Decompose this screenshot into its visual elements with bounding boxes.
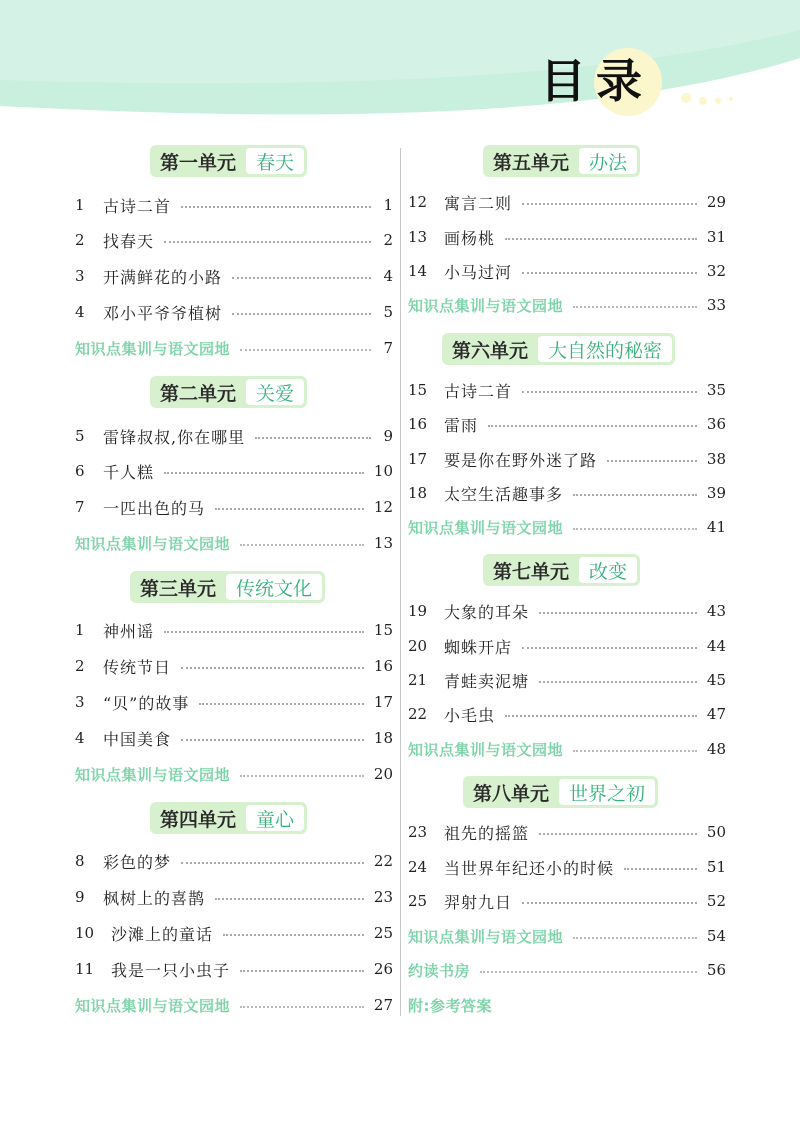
lesson-number: 2 — [75, 231, 85, 249]
leader-dots — [480, 971, 697, 973]
toc-entry[interactable] — [75, 227, 393, 253]
leader-dots — [522, 391, 697, 393]
toc-entry-review[interactable] — [75, 761, 393, 787]
review-title: 知识点集训与语文园地 — [75, 765, 231, 784]
lesson-title: 太空生活趣事多 — [444, 484, 564, 504]
page-number: 32 — [706, 262, 726, 280]
lesson-number: 19 — [408, 602, 428, 620]
toc-entry-answer-key[interactable] — [408, 992, 726, 1018]
leader-dots — [181, 206, 371, 208]
unit-label: 第三单元 — [140, 577, 217, 600]
leader-dots — [164, 241, 371, 243]
unit-badge — [130, 571, 325, 603]
page-number: 35 — [706, 381, 726, 399]
leader-dots — [164, 472, 364, 474]
toc-entry[interactable] — [408, 189, 726, 215]
reading-room-title: 约读书房 — [408, 961, 471, 980]
leader-dots — [539, 681, 697, 683]
leader-dots — [199, 703, 364, 705]
leader-dots — [539, 612, 697, 614]
toc-entry[interactable] — [408, 667, 726, 693]
lesson-title: 青蛙卖泥塘 — [444, 671, 530, 691]
leader-dots — [240, 970, 364, 972]
page-number: 7 — [383, 339, 393, 357]
lesson-title: 传统节日 — [103, 657, 172, 677]
page-number: 31 — [706, 228, 726, 246]
toc-entry-review[interactable] — [75, 335, 393, 361]
lesson-number: 23 — [408, 823, 428, 841]
page-number: 43 — [706, 602, 726, 620]
leader-dots — [539, 833, 697, 835]
lesson-title: 我是一只小虫子 — [111, 960, 231, 980]
lesson-number: 16 — [408, 415, 428, 433]
column-divider — [400, 148, 401, 1016]
page-number: 16 — [373, 657, 393, 675]
toc-entry[interactable] — [75, 423, 393, 449]
unit-theme: 春天 — [246, 148, 304, 174]
unit-theme: 改变 — [579, 557, 637, 583]
lesson-number: 11 — [75, 960, 95, 978]
page-number: 25 — [373, 924, 393, 942]
lesson-number: 17 — [408, 450, 428, 468]
unit-badge — [442, 333, 675, 365]
toc-entry-review[interactable] — [75, 992, 393, 1018]
toc-entry-review[interactable] — [408, 292, 726, 318]
page-number: 36 — [706, 415, 726, 433]
leader-dots — [607, 460, 697, 462]
lesson-number: 25 — [408, 892, 428, 910]
lesson-title: 彩色的梦 — [103, 852, 172, 872]
unit-theme: 关爱 — [246, 379, 304, 405]
page-number: 51 — [706, 858, 726, 876]
lesson-number: 3 — [75, 267, 85, 285]
lesson-number: 10 — [75, 924, 95, 942]
page-number: 17 — [373, 693, 393, 711]
unit-label: 第二单元 — [160, 382, 237, 405]
toc-entry[interactable] — [75, 689, 393, 715]
unit-theme: 办法 — [579, 148, 637, 174]
page-number: 22 — [373, 852, 393, 870]
page-number: 20 — [373, 765, 393, 783]
toc-entry[interactable] — [408, 598, 726, 624]
lesson-title: 神州谣 — [103, 621, 155, 641]
page-number: 18 — [373, 729, 393, 747]
lesson-title: “贝”的故事 — [103, 693, 190, 713]
toc-entry-review[interactable] — [408, 923, 726, 949]
leader-dots — [215, 898, 364, 900]
page-number: 50 — [706, 823, 726, 841]
leader-dots — [573, 306, 697, 308]
unit-badge — [150, 376, 307, 408]
lesson-number: 4 — [75, 303, 85, 321]
lesson-title: 雷锋叔叔,你在哪里 — [103, 427, 246, 447]
toc-entry[interactable] — [75, 956, 393, 982]
page-title: 目录 — [540, 54, 652, 108]
lesson-title: 千人糕 — [103, 462, 155, 482]
page-number: 45 — [706, 671, 726, 689]
lesson-number: 21 — [408, 671, 428, 689]
unit-badge — [150, 802, 307, 834]
toc-entry[interactable] — [75, 263, 393, 289]
lesson-title: 沙滩上的童话 — [111, 924, 214, 944]
leader-dots — [223, 934, 364, 936]
toc-entry-review[interactable] — [408, 736, 726, 762]
unit-badge — [150, 145, 307, 177]
toc-entry[interactable] — [75, 725, 393, 751]
leader-dots — [522, 272, 697, 274]
toc-entry[interactable] — [75, 192, 393, 218]
lesson-title: 寓言二则 — [444, 193, 513, 213]
toc-entry-review[interactable] — [75, 530, 393, 556]
toc-entry-review[interactable] — [408, 514, 726, 540]
leader-dots — [240, 349, 371, 351]
leader-dots — [522, 647, 697, 649]
lesson-number: 8 — [75, 852, 85, 870]
leader-dots — [573, 750, 697, 752]
lesson-number: 4 — [75, 729, 85, 747]
lesson-title: 祖先的摇篮 — [444, 823, 530, 843]
leader-dots — [522, 203, 697, 205]
leader-dots — [624, 868, 697, 870]
leader-dots — [240, 544, 364, 546]
page-number: 23 — [373, 888, 393, 906]
toc-entry[interactable] — [408, 258, 726, 284]
toc-entry[interactable] — [408, 854, 726, 880]
unit-label: 第一单元 — [160, 151, 237, 174]
leader-dots — [181, 862, 364, 864]
review-title: 知识点集训与语文园地 — [408, 740, 564, 759]
page-number: 2 — [383, 231, 393, 249]
review-title: 知识点集训与语文园地 — [408, 927, 564, 946]
toc-entry-reading-room[interactable] — [408, 957, 726, 983]
lesson-number: 3 — [75, 693, 85, 711]
leader-dots — [488, 425, 697, 427]
review-title: 知识点集训与语文园地 — [75, 996, 231, 1015]
lesson-number: 24 — [408, 858, 428, 876]
lesson-number: 1 — [75, 621, 85, 639]
leader-dots — [505, 715, 697, 717]
page-number: 13 — [373, 534, 393, 552]
lesson-title: 画杨桃 — [444, 228, 496, 248]
unit-badge — [483, 554, 640, 586]
unit-label: 第八单元 — [473, 782, 550, 805]
toc-entry[interactable] — [408, 411, 726, 437]
lesson-number: 2 — [75, 657, 85, 675]
toc-entry[interactable] — [408, 819, 726, 845]
page-number: 10 — [373, 462, 393, 480]
leader-dots — [232, 313, 371, 315]
toc-entry[interactable] — [75, 848, 393, 874]
review-title: 知识点集训与语文园地 — [75, 339, 231, 358]
lesson-number: 18 — [408, 484, 428, 502]
toc-entry[interactable] — [408, 377, 726, 403]
unit-theme: 大自然的秘密 — [538, 336, 672, 362]
leader-dots — [240, 775, 364, 777]
lesson-title: 开满鲜花的小路 — [103, 267, 223, 287]
page-number: 52 — [706, 892, 726, 910]
leader-dots — [573, 528, 697, 530]
toc-entry[interactable] — [408, 888, 726, 914]
toc-entry[interactable] — [408, 633, 726, 659]
lesson-number: 20 — [408, 637, 428, 655]
unit-label: 第七单元 — [493, 560, 570, 583]
page-number: 54 — [706, 927, 726, 945]
toc-entry[interactable] — [408, 224, 726, 250]
leader-dots — [240, 1006, 364, 1008]
lesson-title: 中国美食 — [103, 729, 172, 749]
toc-entry[interactable] — [75, 884, 393, 910]
lesson-number: 9 — [75, 888, 85, 906]
unit-label: 第六单元 — [452, 339, 529, 362]
page-number: 12 — [373, 498, 393, 516]
toc-entry[interactable] — [75, 494, 393, 520]
page-number: 48 — [706, 740, 726, 758]
answer-key-title: 附:参考答案 — [408, 996, 492, 1015]
toc-entry[interactable] — [408, 701, 726, 727]
lesson-number: 7 — [75, 498, 85, 516]
lesson-number: 1 — [75, 196, 85, 214]
leader-dots — [181, 739, 364, 741]
toc-entry[interactable] — [75, 458, 393, 484]
lesson-number: 6 — [75, 462, 85, 480]
leader-dots — [164, 631, 364, 633]
page-number: 38 — [706, 450, 726, 468]
toc-entry[interactable] — [75, 617, 393, 643]
leader-dots — [573, 494, 697, 496]
lesson-title: 雷雨 — [444, 415, 479, 435]
page-number: 29 — [706, 193, 726, 211]
unit-theme: 世界之初 — [559, 779, 655, 805]
lesson-title: 小毛虫 — [444, 705, 496, 725]
lesson-title: 古诗二首 — [103, 196, 172, 216]
lesson-number: 13 — [408, 228, 428, 246]
lesson-title: 邓小平爷爷植树 — [103, 303, 223, 323]
lesson-number: 15 — [408, 381, 428, 399]
page-number: 15 — [373, 621, 393, 639]
page-number: 39 — [706, 484, 726, 502]
lesson-title: 一匹出色的马 — [103, 498, 206, 518]
page-number: 26 — [373, 960, 393, 978]
page-number: 4 — [383, 267, 393, 285]
unit-label: 第四单元 — [160, 808, 237, 831]
lesson-title: 当世界年纪还小的时候 — [444, 858, 615, 878]
page-number: 56 — [706, 961, 726, 979]
review-title: 知识点集训与语文园地 — [408, 518, 564, 537]
toc-entry[interactable] — [408, 480, 726, 506]
page-number: 5 — [383, 303, 393, 321]
toc-entry[interactable] — [408, 446, 726, 472]
unit-badge — [463, 776, 658, 808]
lesson-number: 22 — [408, 705, 428, 723]
leader-dots — [505, 238, 697, 240]
header-background — [0, 0, 800, 120]
leader-dots — [215, 508, 364, 510]
review-title: 知识点集训与语文园地 — [408, 296, 564, 315]
lesson-number: 14 — [408, 262, 428, 280]
leader-dots — [255, 437, 371, 439]
lesson-number: 5 — [75, 427, 85, 445]
leader-dots — [181, 667, 364, 669]
lesson-title: 大象的耳朵 — [444, 602, 530, 622]
page-number: 27 — [373, 996, 393, 1014]
lesson-title: 羿射九日 — [444, 892, 513, 912]
lesson-title: 枫树上的喜鹊 — [103, 888, 206, 908]
leader-dots — [573, 937, 697, 939]
leader-dots — [522, 902, 697, 904]
lesson-number: 12 — [408, 193, 428, 211]
leader-dots — [232, 277, 371, 279]
lesson-title: 要是你在野外迷了路 — [444, 450, 598, 470]
page-number: 9 — [383, 427, 393, 445]
toc-entry[interactable] — [75, 653, 393, 679]
page-number: 41 — [706, 518, 726, 536]
unit-badge — [483, 145, 640, 177]
lesson-title: 小马过河 — [444, 262, 513, 282]
toc-entry[interactable] — [75, 299, 393, 325]
page-number: 44 — [706, 637, 726, 655]
unit-theme: 传统文化 — [226, 574, 322, 600]
toc-entry[interactable] — [75, 920, 393, 946]
lesson-title: 古诗二首 — [444, 381, 513, 401]
unit-theme: 童心 — [246, 805, 304, 831]
page-number: 1 — [383, 196, 393, 214]
lesson-title: 蜘蛛开店 — [444, 637, 513, 657]
page-number: 33 — [706, 296, 726, 314]
review-title: 知识点集训与语文园地 — [75, 534, 231, 553]
page-number: 47 — [706, 705, 726, 723]
unit-label: 第五单元 — [493, 151, 570, 174]
lesson-title: 找春天 — [103, 231, 155, 251]
